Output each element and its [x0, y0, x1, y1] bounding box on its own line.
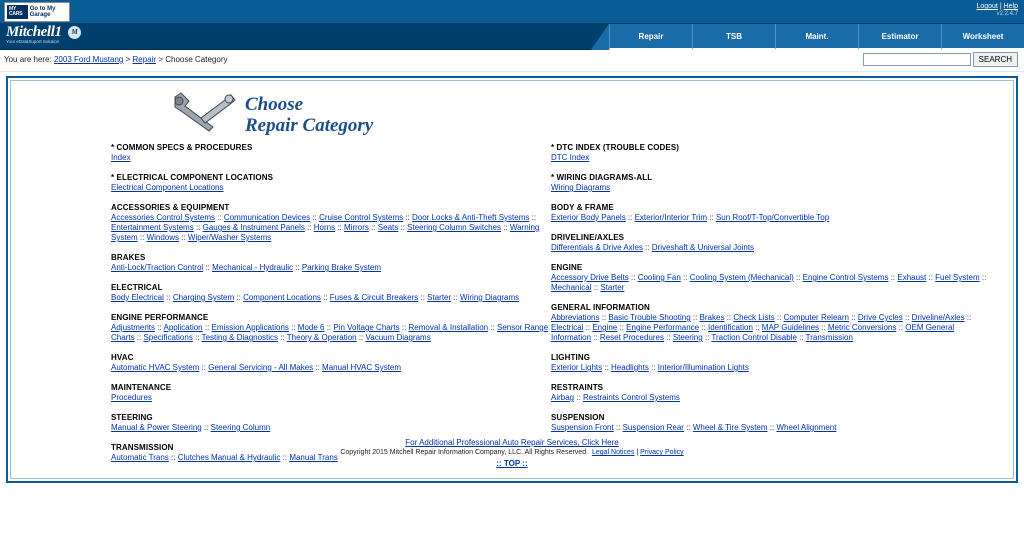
- link-separator: ::: [628, 273, 638, 282]
- category-link-list: [551, 183, 991, 193]
- breadcrumb-prefix: You are here:: [4, 55, 52, 64]
- category-link[interactable]: Differentials & Drive Axles: [551, 243, 643, 252]
- category-link[interactable]: Exterior/Interior Trim: [634, 213, 708, 222]
- category-link[interactable]: Steering Column Switches: [407, 223, 501, 232]
- link-separator: ::: [648, 363, 658, 372]
- category-link[interactable]: Computer Relearn: [783, 313, 849, 322]
- category-group-heading: ENGINE: [551, 263, 583, 272]
- breadcrumb-vehicle[interactable]: 2003 Ford Mustang: [53, 55, 124, 64]
- breadcrumb-bar: [0, 50, 1024, 72]
- link-separator: ::: [707, 213, 716, 222]
- category-group-heading: * ELECTRICAL COMPONENT LOCATIONS: [111, 173, 274, 182]
- category-link[interactable]: Automatic Trans: [111, 453, 169, 462]
- category-group-heading: ELECTRICAL: [111, 283, 163, 292]
- link-separator: ::: [203, 263, 213, 272]
- category-link[interactable]: Fuel System: [935, 273, 980, 282]
- category-link[interactable]: Metric Conversions: [827, 323, 897, 332]
- link-divider: |: [999, 3, 1002, 10]
- category-columns: [11, 143, 1013, 478]
- category-link[interactable]: Wiring Diagrams: [460, 293, 520, 302]
- link-separator: ::: [418, 293, 428, 302]
- top-bar: [0, 0, 1024, 24]
- category-link[interactable]: Sensor Range Charts: [111, 323, 549, 342]
- category-column-right: [551, 143, 991, 443]
- link-separator: ::: [599, 313, 609, 322]
- category-link[interactable]: General Servicing - All Makes: [208, 363, 314, 372]
- category-link[interactable]: Application: [163, 323, 203, 332]
- my-garage-button[interactable]: [4, 2, 70, 22]
- category-group: [551, 173, 991, 193]
- category-link[interactable]: Exterior Body Panels: [551, 213, 626, 222]
- category-link[interactable]: Restraints Control Systems: [583, 393, 680, 402]
- link-separator: ::: [288, 323, 298, 332]
- tab-worksheet[interactable]: Worksheet: [941, 24, 1024, 50]
- link-separator: ::: [202, 323, 212, 332]
- link-separator: ::: [613, 423, 623, 432]
- category-link[interactable]: Mode 6: [297, 323, 325, 332]
- link-separator: ::: [313, 363, 323, 372]
- link-separator: ::: [591, 283, 601, 292]
- nav-slant-decoration: [591, 24, 609, 50]
- category-link[interactable]: Check Lists: [733, 313, 775, 322]
- category-group: [551, 143, 991, 163]
- category-link[interactable]: Automatic HVAC System: [111, 363, 200, 372]
- tab-maint[interactable]: Maint.: [775, 24, 858, 50]
- main-nav-tabs: [591, 24, 1024, 50]
- link-separator: ::: [356, 333, 366, 342]
- category-link[interactable]: DTC Index: [551, 153, 590, 162]
- category-group-heading: ACCESSORIES & EQUIPMENT: [111, 203, 230, 212]
- category-link-list: [111, 363, 551, 373]
- link-separator: ::: [278, 333, 287, 342]
- breadcrumb-sep-1: >: [125, 55, 131, 64]
- link-separator: ::: [134, 333, 144, 342]
- category-link[interactable]: Testing & Diagnostics: [201, 333, 279, 342]
- link-separator: ::: [234, 293, 244, 302]
- tab-estimator[interactable]: Estimator: [858, 24, 941, 50]
- link-separator: ::: [280, 453, 290, 462]
- link-separator: ::: [310, 213, 320, 222]
- category-link[interactable]: Headlights: [611, 363, 649, 372]
- link-separator: ::: [168, 453, 178, 462]
- brand-tagline: Your eDataSuport Solution: [6, 39, 60, 44]
- category-link[interactable]: Manual Trans: [289, 453, 338, 462]
- category-link[interactable]: Electrical Component Locations: [111, 183, 224, 192]
- category-link[interactable]: Adjustments: [111, 323, 156, 332]
- link-separator: ::: [699, 323, 708, 332]
- mitchell-logo: [6, 25, 81, 45]
- link-separator: ::: [193, 223, 203, 232]
- link-separator: ::: [683, 423, 693, 432]
- link-separator: ::: [625, 213, 635, 222]
- link-separator: ::: [155, 323, 164, 332]
- category-group: [111, 383, 551, 403]
- category-link[interactable]: Mechanical - Hydraulic: [212, 263, 293, 272]
- breadcrumb-sep-2: >: [158, 55, 163, 64]
- category-link[interactable]: Engine Performance: [626, 323, 700, 332]
- link-separator: ::: [403, 213, 412, 222]
- category-link[interactable]: Wiper/Washer Systems: [187, 233, 272, 242]
- category-group: [111, 313, 551, 343]
- category-link[interactable]: Suspension Rear: [622, 423, 684, 432]
- link-separator: ::: [902, 313, 912, 322]
- link-separator: ::: [137, 233, 147, 242]
- category-link[interactable]: Wheel Alignment: [776, 423, 837, 432]
- category-link-list: [111, 263, 551, 273]
- category-link[interactable]: Parking Brake System: [301, 263, 382, 272]
- link-separator: ::: [199, 363, 209, 372]
- pro-services-link[interactable]: For Additional Professional Auto Repair Services, Click Here: [405, 438, 619, 447]
- category-group-heading: ENGINE PERFORMANCE: [111, 313, 209, 322]
- link-separator: ::: [926, 273, 936, 282]
- link-separator: ::: [163, 293, 173, 302]
- category-group: [111, 173, 551, 193]
- category-group: [111, 143, 551, 163]
- category-link[interactable]: Body Electrical: [111, 293, 164, 302]
- category-group: [551, 303, 991, 343]
- category-link[interactable]: Removal & Installation: [408, 323, 489, 332]
- category-link[interactable]: Communication Devices: [223, 213, 311, 222]
- breadcrumb-repair[interactable]: Repair: [132, 55, 157, 64]
- category-link[interactable]: Manual & Power Steering: [111, 423, 202, 432]
- category-link[interactable]: Mechanical: [551, 283, 592, 292]
- link-separator: ::: [602, 363, 612, 372]
- link-separator: ::: [179, 233, 188, 242]
- link-separator: ::: [368, 223, 378, 232]
- category-link[interactable]: Horns: [313, 223, 336, 232]
- category-link[interactable]: Procedures: [111, 393, 152, 402]
- category-link[interactable]: Traction Control Disable: [711, 333, 797, 342]
- panel-inner: [10, 80, 1014, 479]
- category-link[interactable]: Pin Voltage Charts: [333, 323, 400, 332]
- category-link[interactable]: OEM General Information: [551, 323, 955, 342]
- category-link[interactable]: Electrical: [551, 323, 584, 332]
- brand-nav-bar: [0, 24, 1024, 50]
- category-link-list: [111, 323, 551, 343]
- breadcrumb-current: Choose Category: [165, 55, 228, 64]
- link-separator: ::: [304, 223, 314, 232]
- category-group: [111, 253, 551, 273]
- link-separator: ::: [320, 293, 330, 302]
- panel-footer: [11, 434, 1013, 478]
- category-column-left: [111, 143, 551, 473]
- category-link[interactable]: Starter: [600, 283, 625, 292]
- category-link[interactable]: Mirrors: [344, 223, 369, 232]
- category-link[interactable]: Exhaust: [897, 273, 927, 282]
- category-link[interactable]: Drive Cycles: [857, 313, 903, 322]
- link-separator: ::: [591, 333, 600, 342]
- category-link-list: [551, 243, 991, 253]
- category-group: [551, 263, 991, 293]
- category-link[interactable]: Brakes: [699, 313, 725, 322]
- category-link-list: [551, 273, 991, 293]
- my-cars-logo: MY CARS: [7, 5, 28, 20]
- search-box: [863, 52, 1018, 67]
- category-group-heading: STEERING: [111, 413, 153, 422]
- category-link[interactable]: Accessories Control Systems: [111, 213, 216, 222]
- copyright-text: Copyright 2015 Mitchell Repair Information Company, LLC. All Rights Reserved.: [340, 449, 589, 456]
- link-separator: ::: [215, 213, 224, 222]
- category-link[interactable]: Abbreviations: [551, 313, 600, 322]
- tab-repair[interactable]: Repair: [609, 24, 692, 50]
- category-group-heading: BRAKES: [111, 253, 146, 262]
- link-separator: ::: [702, 333, 712, 342]
- category-group-heading: BODY & FRAME: [551, 203, 614, 212]
- top-right-links: [976, 2, 1018, 19]
- category-group-heading: HVAC: [111, 353, 134, 362]
- category-link-list: [111, 153, 551, 163]
- category-link-list: [111, 393, 551, 403]
- link-separator: ::: [819, 323, 828, 332]
- category-link[interactable]: Transmission: [805, 333, 853, 342]
- link-separator: ::: [724, 313, 734, 322]
- link-separator: ::: [398, 223, 408, 232]
- category-link[interactable]: Component Locations: [243, 293, 321, 302]
- category-link[interactable]: Index: [111, 153, 131, 162]
- category-link[interactable]: Entertainment Systems: [111, 223, 194, 232]
- category-group-heading: GENERAL INFORMATION: [551, 303, 650, 312]
- category-group: [551, 383, 991, 403]
- page-title: [245, 94, 373, 136]
- back-to-top-link[interactable]: :: TOP ::: [496, 459, 528, 468]
- category-link[interactable]: Starter: [427, 293, 452, 302]
- link-separator: ::: [964, 313, 972, 322]
- category-link[interactable]: Specifications: [143, 333, 193, 342]
- category-group-heading: * WIRING DIAGRAMS-ALL: [551, 173, 653, 182]
- category-link-list: [111, 423, 551, 433]
- tab-tsb[interactable]: TSB: [692, 24, 775, 50]
- category-group: [111, 203, 551, 243]
- category-group-heading: TRANSMISSION: [111, 443, 174, 452]
- category-link[interactable]: Cooling Fan: [637, 273, 681, 282]
- category-group-heading: SUSPENSION: [551, 413, 605, 422]
- category-group-heading: RESTRAINTS: [551, 383, 604, 392]
- category-link[interactable]: Reset Procedures: [599, 333, 664, 342]
- category-group-heading: DRIVELINE/AXLES: [551, 233, 625, 242]
- category-link-list: [551, 423, 991, 433]
- search-input[interactable]: [863, 53, 971, 66]
- category-group-heading: * DTC INDEX (TROUBLE CODES): [551, 143, 680, 152]
- link-separator: ::: [774, 313, 784, 322]
- privacy-policy-link[interactable]: Privacy Policy: [640, 449, 684, 456]
- wrench-icon: [171, 91, 237, 138]
- category-link-list: [551, 213, 991, 223]
- category-link[interactable]: Wheel & Tire System: [692, 423, 768, 432]
- link-separator: ::: [752, 323, 762, 332]
- category-link-list: [551, 393, 991, 403]
- category-link[interactable]: Fuses & Circuit Breakers: [329, 293, 419, 302]
- category-link-list: [111, 213, 551, 243]
- category-link-list: [551, 153, 991, 163]
- category-group: [551, 233, 991, 253]
- category-link[interactable]: Gauges & Instrument Panels: [202, 223, 305, 232]
- category-link[interactable]: Theory & Operation: [286, 333, 357, 342]
- link-separator: ::: [574, 393, 584, 402]
- link-separator: ::: [583, 323, 593, 332]
- category-link[interactable]: Airbag: [551, 393, 575, 402]
- footer-divider: |: [636, 449, 639, 456]
- link-separator: ::: [680, 273, 690, 282]
- category-group: [551, 413, 991, 433]
- category-group: [111, 283, 551, 303]
- category-group-heading: LIGHTING: [551, 353, 591, 362]
- link-separator: ::: [192, 333, 202, 342]
- category-link[interactable]: Vacuum Diagrams: [365, 333, 431, 342]
- category-link[interactable]: Seats: [377, 223, 399, 232]
- link-separator: ::: [767, 423, 777, 432]
- main-panel: [6, 76, 1018, 483]
- help-link[interactable]: Help: [1003, 3, 1018, 10]
- category-link[interactable]: Identification: [707, 323, 753, 332]
- category-link[interactable]: Engine Control Systems: [802, 273, 889, 282]
- page-title-line2: Repair Category: [245, 114, 374, 136]
- search-button[interactable]: SEARCH: [973, 52, 1018, 67]
- link-separator: ::: [201, 423, 211, 432]
- link-separator: ::: [488, 323, 497, 332]
- category-group: [551, 203, 991, 223]
- category-link[interactable]: Steering Column: [210, 423, 271, 432]
- link-separator: ::: [888, 273, 898, 282]
- my-garage-label: Go to My Garage: [29, 5, 56, 18]
- link-separator: ::: [335, 223, 344, 232]
- category-link-list: [551, 313, 991, 343]
- link-separator: ::: [324, 323, 334, 332]
- page-title-line1: Choose: [245, 93, 304, 115]
- category-link[interactable]: Driveline/Axles: [911, 313, 965, 322]
- category-group: [551, 353, 991, 373]
- category-link[interactable]: Driveshaft & Universal Joints: [651, 243, 755, 252]
- category-link[interactable]: Cooling System (Mechanical): [689, 273, 794, 282]
- link-separator: ::: [451, 293, 461, 302]
- link-separator: ::: [663, 333, 673, 342]
- category-link[interactable]: Wiring Diagrams: [551, 183, 611, 192]
- category-group-heading: MAINTENANCE: [111, 383, 172, 392]
- category-group: [111, 353, 551, 373]
- category-link[interactable]: Clutches Manual & Hydraulic: [177, 453, 281, 462]
- category-link[interactable]: Warning System: [111, 223, 540, 242]
- link-separator: ::: [293, 263, 302, 272]
- category-link[interactable]: Charging System: [172, 293, 235, 302]
- category-group: [111, 413, 551, 433]
- category-link-list: [551, 363, 991, 373]
- category-link[interactable]: Suspension Front: [551, 423, 614, 432]
- brand-name: Mitchell: [6, 24, 55, 40]
- link-separator: ::: [848, 313, 858, 322]
- category-link[interactable]: Anti-Lock/Traction Control: [111, 263, 204, 272]
- version-label: v2.2.4.7: [996, 11, 1018, 18]
- category-link[interactable]: Door Locks & Anti-Theft Systems: [412, 213, 530, 222]
- category-link[interactable]: Steering: [672, 333, 703, 342]
- link-separator: ::: [399, 323, 409, 332]
- category-link[interactable]: Interior/Illumination Lights: [657, 363, 749, 372]
- link-separator: ::: [642, 243, 652, 252]
- category-group-heading: * COMMON SPECS & PROCEDURES: [111, 143, 253, 152]
- category-link[interactable]: Engine: [592, 323, 618, 332]
- link-separator: ::: [896, 323, 906, 332]
- category-link-list: [111, 293, 551, 303]
- category-link[interactable]: Exterior Lights: [551, 363, 603, 372]
- brand-badge-icon: M: [68, 26, 81, 39]
- category-link[interactable]: Basic Trouble Shooting: [608, 313, 691, 322]
- link-separator: ::: [529, 213, 537, 222]
- link-separator: ::: [793, 273, 803, 282]
- category-link[interactable]: Emission Applications: [211, 323, 289, 332]
- brand-bang: 1: [54, 24, 62, 40]
- category-link[interactable]: Accessory Drive Belts: [551, 273, 629, 282]
- category-link[interactable]: Manual HVAC System: [322, 363, 402, 372]
- link-separator: ::: [500, 223, 510, 232]
- category-link-list: [111, 183, 551, 193]
- category-link[interactable]: Sun Roof/T-Top/Convertible Top: [715, 213, 830, 222]
- breadcrumb: [4, 55, 227, 64]
- link-separator: ::: [617, 323, 627, 332]
- category-link[interactable]: Windows: [146, 233, 180, 242]
- logout-link[interactable]: Logout: [976, 3, 998, 10]
- page-title-block: [171, 91, 373, 138]
- legal-notices-link[interactable]: Legal Notices: [591, 449, 635, 456]
- link-separator: ::: [796, 333, 806, 342]
- category-link[interactable]: MAP Guidelines: [761, 323, 820, 332]
- category-link[interactable]: Cruise Control Systems: [319, 213, 404, 222]
- link-separator: ::: [690, 313, 700, 322]
- link-separator: ::: [979, 273, 987, 282]
